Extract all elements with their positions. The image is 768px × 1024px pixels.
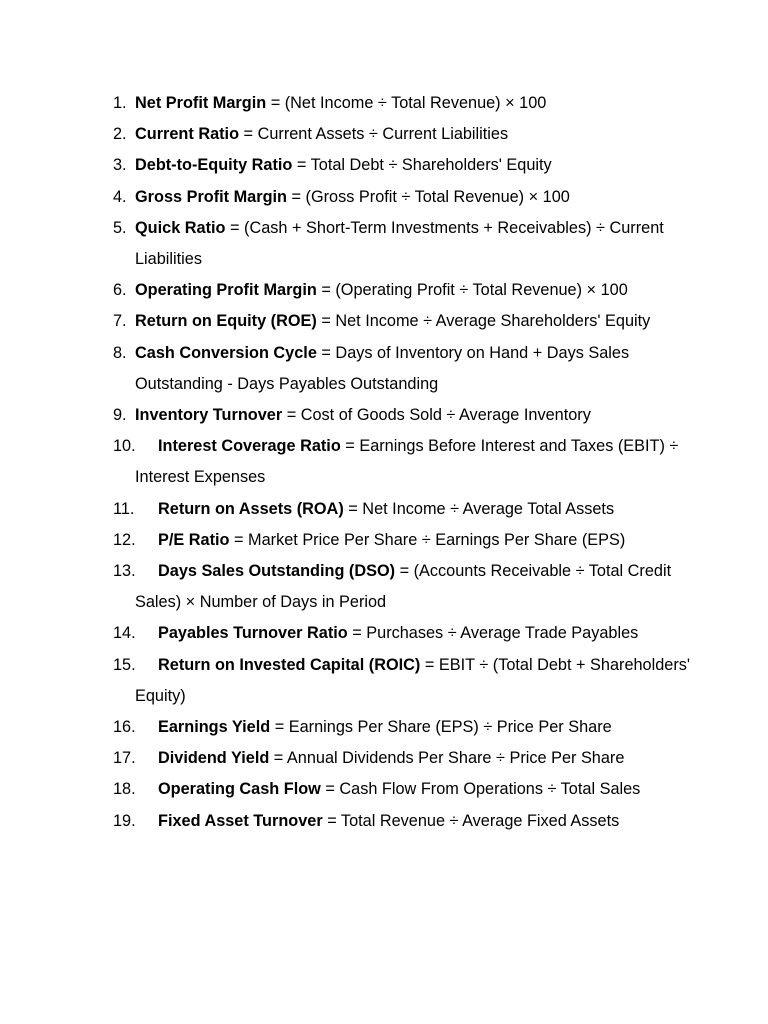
list-item bbox=[113, 618, 713, 649]
list-item bbox=[113, 650, 713, 712]
item-number: 15. bbox=[113, 655, 136, 674]
item-label: Fixed Asset Turnover bbox=[158, 811, 323, 830]
item-number: 8. bbox=[113, 343, 127, 362]
item-number: 12. bbox=[113, 530, 136, 549]
list-item bbox=[113, 213, 713, 275]
list-item bbox=[113, 150, 713, 181]
item-label: Days Sales Outstanding (DSO) bbox=[158, 562, 396, 581]
item-label: Inventory Turnover bbox=[135, 406, 283, 425]
list-item bbox=[113, 119, 713, 150]
list-item bbox=[113, 525, 713, 556]
list-item bbox=[113, 712, 713, 743]
list-item bbox=[113, 431, 713, 493]
list-item bbox=[113, 306, 713, 337]
item-label: Dividend Yield bbox=[158, 749, 270, 768]
item-number: 1. bbox=[113, 94, 127, 112]
item-number: 17. bbox=[113, 749, 136, 768]
item-number: 7. bbox=[113, 312, 127, 331]
item-formula: = Current Assets ÷ Current Liabilities bbox=[239, 125, 509, 144]
item-formula: = Total Revenue ÷ Average Fixed Assets bbox=[322, 811, 620, 830]
item-number: 6. bbox=[113, 281, 127, 300]
item-formula: = Total Debt ÷ Shareholders' Equity bbox=[292, 156, 552, 175]
item-number: 13. bbox=[113, 562, 136, 581]
item-formula: = Net Income ÷ Average Total Assets bbox=[343, 499, 615, 518]
item-formula: = Net Income ÷ Average Shareholders' Equity bbox=[316, 312, 651, 331]
item-number: 2. bbox=[113, 125, 127, 144]
list-item bbox=[113, 494, 713, 525]
list-item bbox=[113, 556, 713, 618]
list-item bbox=[113, 88, 713, 119]
item-number: 16. bbox=[113, 718, 136, 737]
item-number: 4. bbox=[113, 187, 127, 206]
item-formula: = Cost of Goods Sold ÷ Average Inventory bbox=[282, 406, 591, 425]
item-label: Return on Assets (ROA) bbox=[158, 499, 344, 518]
item-label: Interest Coverage Ratio bbox=[158, 437, 341, 456]
item-label: P/E Ratio bbox=[158, 530, 230, 549]
item-formula: = (Net Income ÷ Total Revenue) × 100 bbox=[266, 94, 547, 112]
list-item bbox=[113, 338, 713, 400]
item-label: Operating Cash Flow bbox=[158, 780, 321, 799]
item-label: Current Ratio bbox=[135, 125, 240, 144]
list-item bbox=[113, 275, 713, 306]
item-formula: = (Cash + Short-Term Investments + Receivables) ÷ Current Liabilities bbox=[135, 218, 664, 269]
item-number: 5. bbox=[113, 218, 127, 237]
item-label: Return on Invested Capital (ROIC) bbox=[158, 655, 421, 674]
list-item bbox=[113, 774, 713, 805]
item-formula: = Market Price Per Share ÷ Earnings Per Share (EPS) bbox=[229, 530, 626, 549]
item-formula: = Cash Flow From Operations ÷ Total Sales bbox=[320, 780, 641, 799]
item-label: Gross Profit Margin bbox=[135, 187, 287, 206]
item-formula: = (Operating Profit ÷ Total Revenue) × 100 bbox=[316, 281, 628, 300]
item-label: Earnings Yield bbox=[158, 718, 271, 737]
item-formula: = EBIT ÷ (Total Debt + Shareholders' Equity) bbox=[135, 655, 691, 705]
item-formula: = Annual Dividends Per Share ÷ Price Per Share bbox=[269, 749, 625, 768]
item-number: 18. bbox=[113, 780, 136, 799]
list-item bbox=[113, 743, 713, 774]
item-label: Quick Ratio bbox=[135, 218, 226, 237]
item-number: 14. bbox=[113, 624, 136, 643]
item-formula: = (Gross Profit ÷ Total Revenue) × 100 bbox=[286, 187, 570, 206]
item-formula: = Purchases ÷ Average Trade Payables bbox=[347, 624, 639, 643]
list-item bbox=[113, 182, 713, 213]
item-number: 9. bbox=[113, 406, 127, 425]
item-formula: = Earnings Per Share (EPS) ÷ Price Per Share bbox=[270, 718, 612, 737]
item-formula: = Days of Inventory on Hand + Days Sales Outstanding - Days Payables Outstanding bbox=[135, 343, 630, 393]
list-item bbox=[113, 806, 713, 837]
ratio-list bbox=[113, 88, 713, 837]
item-number: 3. bbox=[113, 156, 127, 175]
item-formula: = Earnings Before Interest and Taxes (EBIT) ÷ Interest Expenses bbox=[135, 437, 679, 487]
item-number: 10. bbox=[113, 437, 136, 456]
item-label: Net Profit Margin bbox=[135, 94, 267, 112]
item-label: Payables Turnover Ratio bbox=[158, 624, 348, 643]
item-label: Cash Conversion Cycle bbox=[135, 343, 317, 362]
item-label: Return on Equity (ROE) bbox=[135, 312, 317, 331]
item-label: Operating Profit Margin bbox=[135, 281, 317, 300]
item-label: Debt-to-Equity Ratio bbox=[135, 156, 293, 175]
item-number: 19. bbox=[113, 811, 136, 830]
item-number: 11. bbox=[113, 499, 135, 518]
item-formula: = (Accounts Receivable ÷ Total Credit Sales) × Number of Days in Period bbox=[135, 562, 672, 612]
list-item bbox=[113, 400, 713, 431]
